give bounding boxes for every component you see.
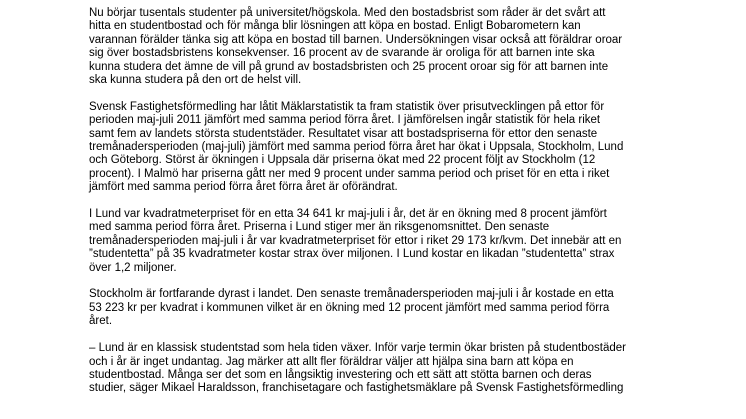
text-line: ”studentetta” på 35 kvadratmeter kostar strax över miljonen. I Lund kostar en likadan ”studentetta” strax [89, 248, 615, 261]
text-line: perioden maj-juli 2011 jämfört med samma period förra året. I jämförelsen ingår statistik för hela riket [89, 114, 601, 127]
text-line: tremånadersperioden maj-juli i år var kvadratmeterpriset för ettor i riket 29 173 kr/kvm. Det innebär att en [89, 234, 622, 247]
text-line: studentbostad. Många ser det som en långsiktig investering och ett sätt att stötta barnen och deras [89, 368, 592, 381]
text-line: sig över bostadsbristens konsekvenser. 16 procent av de svarande är oroliga för att barnen inte ska [89, 47, 595, 60]
text-line: – Lund är en klassisk studentstad som hela tiden växer. Inför varje termin ökar bristen på studentbostäder [89, 342, 626, 355]
paragraph-quote [89, 342, 689, 396]
text-line: 53 223 kr per kvadrat i kommunen vilket är en ökning med 12 procent jämfört med samma period förra [89, 301, 610, 314]
article-body [89, 7, 689, 409]
text-line: året. [89, 315, 113, 328]
text-line: Stockholm är fortfarande dyrast i landet. Den senaste tremånadersperioden maj-juli i år kostade en etta [89, 288, 614, 301]
text-line: tremånadersperioden (maj-juli) jämfört med samma period förra året har ökat i Uppsala, Stockholm, Lund [89, 141, 624, 154]
paragraph-statistics [89, 101, 689, 195]
text-line: procent). I Malmö har priserna gått ner med 9 procent under samma period och priset för en etta i riket [89, 167, 610, 180]
text-line: med samma period förra året. Priserna i Lund stiger mer än riksgenomsnittet. Den senaste [89, 221, 550, 234]
text-line: Svensk Fastighetsförmedling har låtit Mäklarstatistik ta fram statistik över prisutvecklingen på ettor för [89, 100, 605, 113]
text-line: ska kunna studera på den ort de helst vill. [89, 74, 302, 87]
text-line: över 1,2 miljoner. [89, 261, 177, 274]
text-line: hitta en studentbostad och för många blir lösningen att köpa en bostad. Enligt Bobarometern kan [89, 20, 581, 33]
paragraph-lund [89, 208, 689, 275]
text-line: samt fem av landets största studentstäder. Resultatet visar att bostadspriserna för ettor den senaste [89, 127, 598, 140]
text-line: varannan förälder tänka sig att köpa en bostad till barnen. Undersökningen visar också att föräldrar oroar [89, 33, 623, 46]
paragraph-intro [89, 7, 689, 87]
text-line: studier, säger Mikael Haraldsson, franchisetagare och fastighetsmäklare på Svensk Fastighetsförmedling [89, 382, 624, 395]
text-line: och i år är inget undantag. Jag märker att allt fler föräldrar väljer att hjälpa sina barn att köpa en [89, 355, 574, 368]
text-line: och Göteborg. Störst är ökningen i Uppsala där priserna ökat med 22 procent följt av Stockholm (12 [89, 154, 596, 167]
text-line: jämfört med samma period förra året förra året är oförändrat. [89, 181, 398, 194]
text-line: I Lund var kvadratmeterpriset för en etta 34 641 kr maj-juli i år, det är en ökning med 8 procent jämfört [89, 208, 607, 221]
text-line: Nu börjar tusentals studenter på universitet/högskola. Med den bostadsbrist som råder är det svårt att [89, 7, 606, 19]
text-line: kunna studera det ämne de vill på grund av bostadsbristen och 25 procent oroar sig för att barnen inte [89, 60, 609, 73]
paragraph-stockholm [89, 288, 689, 328]
